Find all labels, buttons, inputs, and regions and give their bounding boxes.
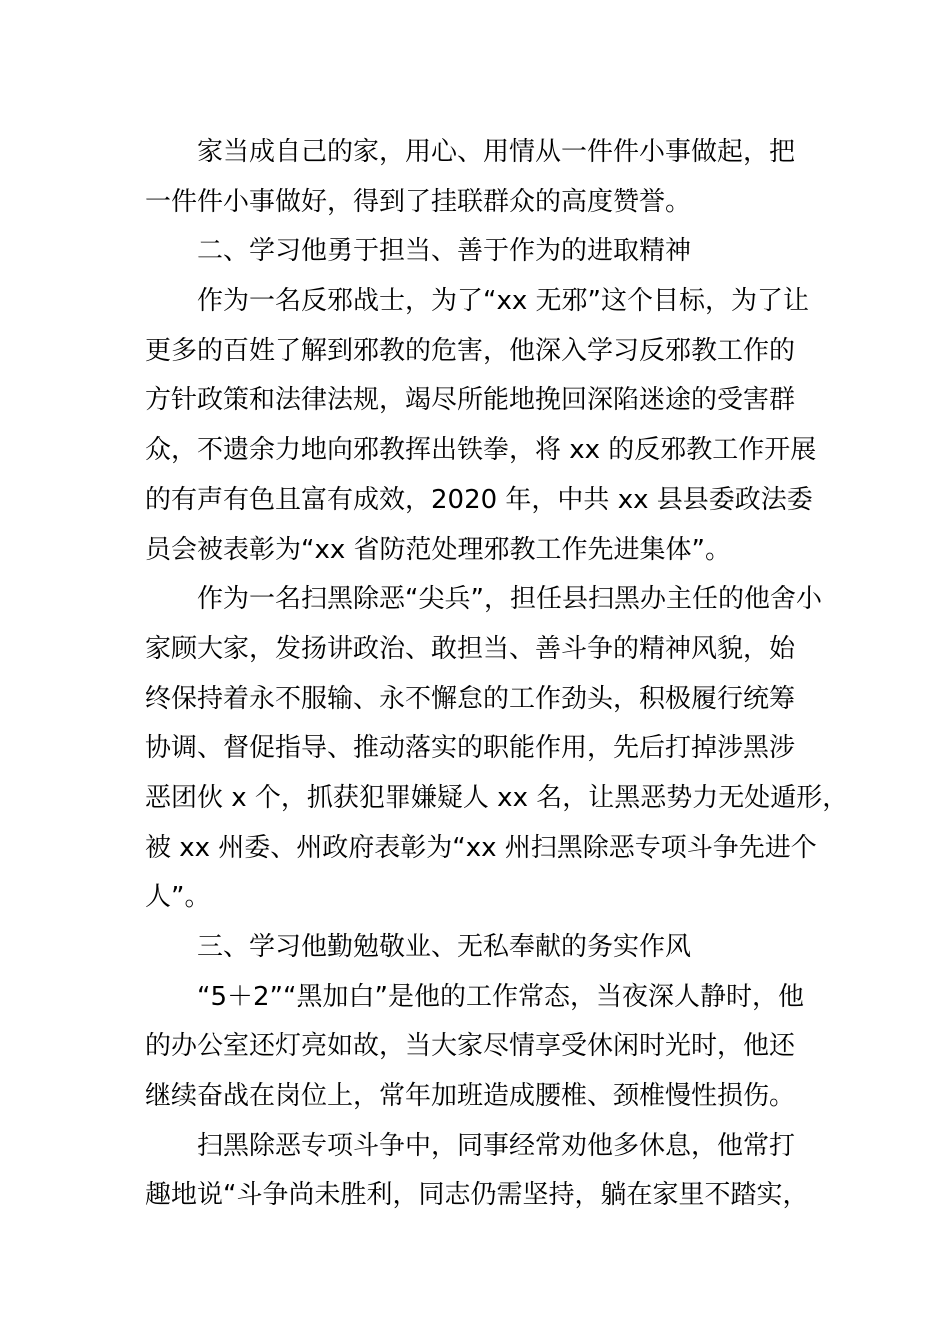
paragraph-line: 协调、督促指导、推动落实的职能作用，先后打掉涉黑涉	[145, 733, 796, 764]
paragraph-first-line: 作为一名反邪战士，为了“xx 无邪”这个目标，为了让	[197, 286, 809, 317]
paragraph-line: 家顾大家，发扬讲政治、敢担当、善斗争的精神风貌，始	[145, 633, 796, 664]
paragraph-first-line: 作为一名扫黑除恶“尖兵”，担任县扫黑办主任的他舍小	[197, 584, 822, 615]
paragraph-line: 一件件小事做好，得到了挂联群众的高度赞誉。	[145, 186, 692, 217]
paragraph-first-line: 扫黑除恶专项斗争中，同事经常劝他多休息，他常打	[197, 1130, 796, 1161]
paragraph-line: 继续奋战在岗位上，常年加班造成腰椎、颈椎慢性损伤。	[145, 1081, 796, 1112]
paragraph-line: 方针政策和法律法规，竭尽所能地挽回深陷迷途的受害群	[145, 385, 796, 416]
paragraph-first-line: “5＋2”“黑加白”是他的工作常态，当夜深人静时，他	[197, 981, 804, 1012]
paragraph-first-line: 家当成自己的家，用心、用情从一件件小事做起，把	[197, 137, 796, 167]
paragraph-line: 恶团伙 x 个，抓获犯罪嫌疑人 xx 名，让黑恶势力无处遁形，	[145, 782, 849, 813]
paragraph-line: 员会被表彰为“xx 省防范处理邪教工作先进集体”。	[145, 534, 731, 565]
paragraph-line: 众，不遗余力地向邪教挥出铁拳，将 xx 的反邪教工作开展	[145, 435, 817, 466]
paragraph-line: 被 xx 州委、州政府表彰为“xx 州扫黑除恶专项斗争先进个	[145, 832, 817, 863]
document-body	[145, 128, 849, 1221]
paragraph-line: 的有声有色且富有成效，2020 年，中共 xx 县县委政法委	[145, 484, 813, 515]
paragraph-line: 人”。	[145, 882, 211, 913]
paragraph-line: 的办公室还灯亮如故，当大家尽情享受休闲时光时，他还	[145, 1031, 796, 1062]
paragraph-line: 更多的百姓了解到邪教的危害，他深入学习反邪教工作的	[145, 335, 796, 366]
paragraph-line: 终保持着永不服输、永不懈怠的工作劲头，积极履行统筹	[145, 683, 796, 714]
paragraph-line: 趣地说“斗争尚未胜利，同志仍需坚持，躺在家里不踏实，	[145, 1180, 809, 1211]
paragraph-first-line: 二、学习他勇于担当、善于作为的进取精神	[197, 236, 692, 267]
paragraph-first-line: 三、学习他勤勉敬业、无私奉献的务实作风	[197, 932, 692, 962]
